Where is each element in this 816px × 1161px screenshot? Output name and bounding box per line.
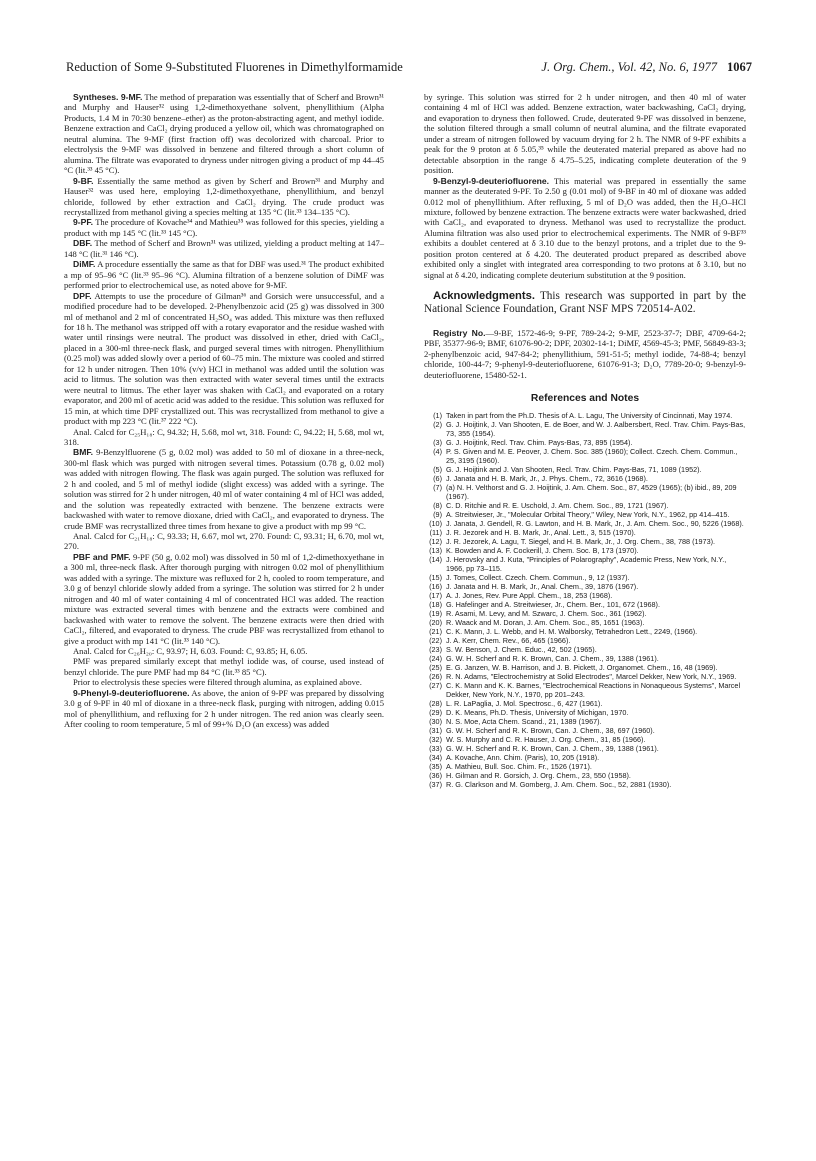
paragraph-heading: 9-Phenyl-9-deuteriofluorene.	[73, 687, 190, 698]
reference-item	[424, 573, 746, 582]
reference-text: A. J. Jones, Rev. Pure Appl. Chem., 18, 253 (1968).	[446, 591, 613, 601]
paragraph	[64, 447, 384, 531]
reference-item	[424, 672, 746, 681]
reference-item	[424, 762, 746, 771]
reference-item	[424, 438, 746, 447]
reference-item	[424, 600, 746, 609]
reference-number: (29)	[429, 708, 442, 718]
reference-text: R. N. Adams, "Electrochemistry at Solid Electrodes", Marcel Dekker, New York, N.Y., 1969.	[446, 672, 737, 682]
reference-number: (22)	[429, 636, 442, 646]
reference-item	[424, 582, 746, 591]
paragraph-heading: PBF and PMF.	[73, 551, 131, 562]
reference-number: (28)	[429, 699, 442, 709]
reference-text: A. Kovache, Ann. Chim. (Paris), 10, 205 (1918).	[446, 753, 600, 763]
paragraph	[64, 217, 384, 238]
paragraph-text: Anal. Calcd for C₂₅H₁₈: C, 94.32; H, 5.68, mol wt, 318. Found: C, 94.22; H, 5.68, mol wt, 318.	[64, 426, 384, 447]
paragraph	[64, 646, 384, 656]
journal-citation	[541, 60, 752, 75]
reference-number: (4)	[433, 447, 442, 457]
acknowledgments-heading: Acknowledgments.	[433, 290, 535, 303]
reference-number: (25)	[429, 663, 442, 673]
registry-heading: Registry No.	[433, 327, 486, 338]
reference-number: (1)	[433, 411, 442, 421]
paragraph-text: PMF was prepared similarly except that methyl iodide was, of course, used instead of benzyl chloride. The pure PMF had mp 84 °C (lit.³³ 85 °C).	[64, 656, 384, 677]
reference-text: J. Janata and H. B. Mark, Jr., J. Phys. Chem., 72, 3616 (1968).	[446, 474, 648, 484]
paragraph	[64, 291, 384, 427]
reference-text: G. W. H. Scherf and R. K. Brown, Can. J. Chem., 39, 1388 (1961).	[446, 744, 659, 754]
references-list	[424, 411, 746, 789]
registry-text: —9-BF, 1572-46-9; 9-PF, 789-24-2; 9-MF, 2523-37-7; DBF, 4709-64-2; PBF, 35377-96-9; BMF, 61076-90-2; DPF, 20302-14-1; DiMF, 4569-45-3; PMF, 56849-83-3; 2-phenylbenzoic acid, 947-84-2; phenyllithium, 591-51-5; methyl iodide, 74-88-4; benzyl chloride, 100-44-7; 9-phenyl-9-deuteriofluorene, 61076-91-3; D₂O, 7789-20-0; 9-benzyl-9-deuteriofluorene, 15480-52-1.	[424, 327, 746, 380]
paragraph	[64, 552, 384, 646]
reference-number: (23)	[429, 645, 442, 655]
right-column	[424, 92, 746, 789]
reference-number: (17)	[429, 591, 442, 601]
reference-text: W. S. Murphy and C. R. Hauser, J. Org. Chem., 31, 85 (1966).	[446, 735, 646, 745]
reference-number: (18)	[429, 600, 442, 610]
reference-item	[424, 618, 746, 627]
paragraph-text: 9-Benzylfluorene (5 g, 0.02 mol) was added to 50 ml of dioxane in a three-neck, 300-ml flask which was purged with nitrogen several times. Potassium (0.78 g, 0.02 mol) was added with nitrogen flowing. The flask was again purged. The solution was refluxed for 2 h and cooled, and 5 ml of methyl iodide (slight excess) was added with a syringe. The solution was stirred for 2 h under nitrogen, 40 ml of water containing 4 ml of HCl was added, and the solution was repeatedly extracted with benzene. The benzene extracts were backwashed with water to remove dioxane, dried with CaCl₂, and evaporated to dryness. The crude BMF was recrystallized three times from hexane to give a product with mp 99 °C.	[64, 447, 385, 531]
reference-text: C. D. Ritchie and R. E. Uschold, J. Am. Chem. Soc., 89, 1721 (1967).	[446, 501, 669, 511]
reference-item	[424, 771, 746, 780]
reference-text: G. J. Hoijtink and J. Van Shooten, Recl. Trav. Chim. Pays-Bas, 71, 1089 (1952).	[446, 465, 702, 475]
reference-item	[424, 717, 746, 726]
reference-number: (30)	[429, 717, 442, 727]
reference-number: (7)	[433, 483, 442, 493]
paragraph	[424, 176, 746, 281]
reference-text: J. Herovsky and J. Kuta, "Principles of Polarography", Academic Press, New York, N.Y., 1966, pp 73–115.	[446, 555, 727, 574]
reference-item	[424, 627, 746, 636]
reference-text: J. Tomes, Collect. Czech. Chem. Commun., 9, 12 (1937).	[446, 573, 630, 583]
paragraph-text: by syringe. This solution was stirred for 2 h under nitrogen, and then 40 ml of water containing 4 ml of HCl was added. Benzene extraction, water backwashing, CaCl₂ drying, and evaporation to dryness then followed. Crude, deuterated 9-PF was dissolved in benzene, the solution filtered through a small column of neutral alumina, and the filtrate evaporated under a stream of nitrogen followed by vacuum drying for 2 h. The NMR of 9-PF exhibits a peak for the 9 proton at δ 5.05,³⁵ while the deuterated material prepared as above had no detectable absorption in the range δ 4.75–5.25, indicating complete deuteration of the 9 position.	[424, 92, 746, 176]
reference-item	[424, 519, 746, 528]
reference-number: (16)	[429, 582, 442, 592]
reference-item	[424, 654, 746, 663]
reference-number: (10)	[429, 519, 442, 529]
paragraph-text: 9-PF (50 g, 0.02 mol) was dissolved in 50 ml of 1,2-dimethoxyethane in a 300 ml, three-neck flask. After thorough purging with nitrogen 0.02 mol of phenyllithium was added with a syringe. The mixture was refluxed for 2 h, cooled to room temperature, and 3.0 g of benzyl chloride slowly added from a syringe. The solution was stirred for 2 h under nitrogen and 40 ml of water containing 4 ml of concentrated HCl was added. The reaction mixture was extracted several times with benzene and the extracts were combined and backwashed with water to remove the solvent. The benzene extracts were then dried with CaCl₂, filtered, and evaporated to dryness. The crude PBF was recrystallized from ethanol to give a product with mp 141 °C (lit.³³ 140 °C).	[64, 551, 384, 646]
reference-item	[424, 546, 746, 555]
reference-number: (5)	[433, 465, 442, 475]
reference-item	[424, 744, 746, 753]
reference-item	[424, 591, 746, 600]
reference-text: J. Janata and H. B. Mark, Jr., Anal. Chem., 39, 1876 (1967).	[446, 582, 639, 592]
reference-item	[424, 411, 746, 420]
journal-name: J. Org. Chem., Vol. 42, No. 6, 1977	[541, 60, 717, 74]
paragraph	[424, 92, 746, 176]
reference-text: P. S. Given and M. E. Peover, J. Chem. Soc. 385 (1960); Collect. Czech. Chem. Commun., 25, 3195 (1960).	[446, 447, 738, 466]
paragraph	[64, 176, 384, 218]
reference-item	[424, 645, 746, 654]
reference-number: (27)	[429, 681, 442, 691]
reference-item	[424, 555, 746, 573]
paragraph-heading: Syntheses. 9-MF.	[73, 92, 143, 102]
paragraph	[64, 688, 384, 730]
references-heading: References and Notes	[530, 393, 640, 405]
running-header	[66, 60, 752, 80]
reference-number: (14)	[429, 555, 442, 565]
reference-text: H. Gilman and R. Gorsich, J. Org. Chem., 23, 550 (1958).	[446, 771, 631, 781]
reference-text: E. G. Janzen, W. B. Harrison, and J. B. Pickett, J. Organomet. Chem., 16, 48 (1969).	[446, 663, 718, 673]
reference-text: A. Mathieu, Bull. Soc. Chim. Fr., 1526 (1971).	[446, 762, 592, 772]
reference-number: (31)	[429, 726, 442, 736]
reference-number: (32)	[429, 735, 442, 745]
running-title: Reduction of Some 9-Substituted Fluorenes in Dimethylformamide	[66, 60, 403, 74]
paragraph-text: A procedure essentially the same as that for DBF was used.³¹ The product exhibited a mp of 95–96 °C (lit.³³ 95–96 °C). Alumina filtration of a benzene solution of DiMF was performed prior to electrochemical use, as noted above for 9-MF.	[64, 259, 384, 291]
reference-text: R. Asami, M. Levy, and M. Szwarc, J. Chem. Soc., 361 (1962).	[446, 609, 647, 619]
reference-item	[424, 465, 746, 474]
reference-number: (21)	[429, 627, 442, 637]
reference-number: (35)	[429, 762, 442, 772]
reference-number: (37)	[429, 780, 442, 790]
paragraph-text: The procedure of Kovache³⁴ and Mathieu³⁵ was followed for this species, yielding a product with mp 145 °C (lit.³³ 145 °C).	[64, 217, 384, 238]
reference-item	[424, 780, 746, 789]
acknowledgments-text: This research was supported in part by the National Science Foundation, Grant NSF MPS 720514-A02.	[424, 290, 746, 316]
reference-item	[424, 735, 746, 744]
paragraph-text: As above, the anion of 9-PF was prepared by dissolving 3.0 g of 9-PF in 40 ml of dioxane in a three-neck flask, purging with nitrogen, adding 0.015 mol of phenyllithium, and refluxing for 2 h under nitrogen. The red anion was clearly seen. After cooling to room temperature, 5 ml of 99+% D₂O (an excess) was added	[64, 687, 385, 730]
reference-item	[424, 420, 746, 438]
reference-number: (2)	[433, 420, 442, 430]
page-number: 1067	[727, 60, 752, 74]
reference-number: (15)	[429, 573, 442, 583]
paragraph-text: Prior to electrolysis these species were filtered through alumina, as explained above.	[73, 677, 362, 688]
registry-numbers	[424, 328, 746, 380]
reference-text: D. K. Means, Ph.D. Thesis, University of Michigan, 1970.	[446, 708, 629, 718]
reference-text: G. W. H. Scherf and R. K. Brown, Can. J. Chem., 39, 1388 (1961).	[446, 654, 659, 664]
reference-text: R. Waack and M. Doran, J. Am. Chem. Soc., 85, 1651 (1963).	[446, 618, 645, 628]
paragraph	[64, 92, 384, 176]
paragraph-heading: DPF.	[73, 290, 92, 301]
reference-number: (11)	[429, 528, 442, 538]
paragraph-heading: DiMF.	[73, 259, 96, 270]
reference-text: K. Bowden and A. F. Cockerill, J. Chem. Soc. B, 173 (1970).	[446, 546, 639, 556]
reference-number: (3)	[433, 438, 442, 448]
reference-text: S. W. Benson, J. Chem. Educ., 42, 502 (1965).	[446, 645, 597, 655]
reference-item	[424, 708, 746, 717]
paragraph-heading: 9-PF.	[73, 217, 94, 228]
paragraph-text: The method of preparation was essentially that of Scherf and Brown³¹ and Murphy and Hauser³² using 1,2-dimethoxyethane solvent, phenyllithium (Alpha Products, 1.4 M in 70:30 benzene–ether) as the proton-abstracting agent, and methyl iodide. Benzene extraction and CaCl₂ drying produced a yellow oil, which was chromatographed on neutral alumina. The 9-MF (first fraction off) was decolorized with charcoal. Prior to electrolysis the 9-MF was dissolved in benzene and filtered through a short column of alumina. The filtrate was evaporated to dryness under nitrogen giving a product of mp 44–45 °C (lit.³³ 45 °C).	[64, 92, 385, 176]
right-paragraphs	[424, 92, 746, 280]
paragraph-text: The method of Scherf and Brown³¹ was utilized, yielding a product melting at 147–148 °C (lit.³¹ 146 °C).	[64, 238, 384, 259]
reference-text: (a) N. H. Velthorst and G. J. Hoijtink, J. Am. Chem. Soc., 87, 4529 (1965); (b) ibid., 89, 209 (1967).	[446, 483, 737, 502]
reference-number: (9)	[433, 510, 442, 520]
reference-text: Taken in part from the Ph.D. Thesis of A. L. Lagu, The University of Cincinnati, May 1974.	[446, 411, 733, 421]
reference-number: (6)	[433, 474, 442, 484]
reference-item	[424, 753, 746, 762]
reference-number: (24)	[429, 654, 442, 664]
reference-text: J. R. Jezorek and H. B. Mark, Jr., Anal. Lett., 3, 515 (1970).	[446, 528, 636, 538]
paragraph-heading: 9-Benzyl-9-deuteriofluorene.	[433, 175, 550, 186]
reference-number: (13)	[429, 546, 442, 556]
paragraph-text: Essentially the same method as given by Scherf and Brown³¹ and Murphy and Hauser³² was used here, employing 1,2-dimethoxyethane, phenyllithium, and benzyl chloride, followed by ether extraction and CaCl₂ drying. The crude product was recrystallized from methanol giving a species melting at 135 °C (lit.³³ 134–135 °C).	[64, 175, 385, 217]
paragraph-heading: DBF.	[73, 238, 93, 249]
paragraph-text: This material was prepared in essentially the same manner as the deuterated 9-PF. To 2.50 g (0.01 mol) of 9-BF in 40 ml of dioxane was added 0.012 mol of phenyllithium. After refluxing, 5 ml of D₂O was added, then the H₂O–HCl mixture, followed by benzene extraction. The benzene extracts were water backwashed, dried with CaCl₂, and evaporated to dryness. Methanol was used to recrystallize the product. Alumina filtration was also used prior to electrochemical experiments. The NMR of 9-BF³³ exhibits a doublet centered at δ 3.10 due to the benzyl protons, and a triplet due to the 9-position proton centered at δ 4.20. The deuterated product prepared as described above exhibited only a singlet with integrated area corresponding to two protons at δ 3.10, but no signal at δ 4.20, indicating complete deuterium substitution at the 9 position.	[424, 175, 746, 280]
reference-text: J. A. Kerr, Chem. Rev., 66, 465 (1966).	[446, 636, 571, 646]
reference-item	[424, 510, 746, 519]
acknowledgments	[424, 290, 746, 317]
paragraph	[64, 427, 384, 448]
reference-item	[424, 528, 746, 537]
reference-item	[424, 474, 746, 483]
reference-text: J. Janata, J. Gendell, R. G. Lawton, and H. B. Mark, Jr., J. Am. Chem. Soc., 90, 5226 (1968).	[446, 519, 744, 529]
reference-text: G. J. Hoijtink, J. Van Shooten, E. de Boer, and W. J. Aalbersbert, Recl. Trav. Chim. Pays-Bas, 73, 355 (1954).	[446, 420, 746, 439]
reference-text: G. J. Hoijtink, Recl. Trav. Chim. Pays-Bas, 73, 895 (1954).	[446, 438, 633, 448]
reference-text: L. R. LaPaglia, J. Mol. Spectrosc., 6, 427 (1961).	[446, 699, 603, 709]
paragraph	[64, 259, 384, 290]
reference-item	[424, 681, 746, 699]
paragraph	[64, 531, 384, 552]
reference-number: (19)	[429, 609, 442, 619]
reference-item	[424, 447, 746, 465]
paragraph-text: Attempts to use the procedure of Gilman³⁶ and Gorsich were unsuccessful, and a modified procedure had to be developed. 2-Phenylbenzoic acid (25 g) was dissolved in 300 ml of methanol and 2 ml of concentrated H₂SO₄ was added. This mixture was then refluxed for 18 h. The methanol was stripped off with a rotary evaporator and the residue washed with water until rinsings were neutral. The product was dissolved in ether, dried with CaCl₂, placed in a 300-ml three-neck flask, and purged several times with nitrogen. Phenyllithium (0.25 mol) was added slowly over a period of 60–75 min. The mixture was cooled and stirred for 12 h under nitrogen. Then 10% (v/v) HCl in methanol was added until the solution was acid to litmus. The solution was then extracted with water several times until the extracts were neutral to litmus. The ether layer was shaken with CaCl₂ and evaporated on a rotary evaporator, and 200 ml of acetic acid was added to the residue. This solution was refluxed for 15 min, at which time DPF crystallized out. This was recrystallized from methanol to give a product with mp 223 °C (lit.³⁷ 222 °C).	[64, 290, 384, 427]
reference-number: (20)	[429, 618, 442, 628]
reference-item	[424, 609, 746, 618]
reference-text: C. K. Mann, J. L. Webb, and H. M. Walborsky, Tetrahedron Lett., 2249, (1966).	[446, 627, 698, 637]
reference-number: (33)	[429, 744, 442, 754]
reference-text: G. W. H. Scherf and R. K. Brown, Can. J. Chem., 38, 697 (1960).	[446, 726, 655, 736]
reference-item	[424, 483, 746, 501]
paragraph-heading: 9-BF.	[73, 175, 94, 186]
reference-item	[424, 537, 746, 546]
left-column	[64, 92, 384, 730]
paragraph-text: Anal. Calcd for C₂₆H₂₀: C, 93.97; H, 6.03. Found: C, 93.85; H, 6.05.	[73, 646, 308, 657]
reference-item	[424, 699, 746, 708]
reference-text: N. S. Moe, Acta Chem. Scand., 21, 1389 (1967).	[446, 717, 602, 727]
reference-text: C. K. Mann and K. K. Barnes, "Electrochemical Reactions in Nonaqueous Systems", Marcel Dekker, New York, N.Y., 1970, pp 201–243.	[446, 681, 741, 700]
reference-number: (8)	[433, 501, 442, 511]
reference-text: R. G. Clarkson and M. Gomberg, J. Am. Chem. Soc., 52, 2881 (1930).	[446, 780, 672, 790]
reference-text: G. Hafelinger and A. Streitwieser, Jr., Chem. Ber., 101, 672 (1968).	[446, 600, 660, 610]
reference-item	[424, 636, 746, 645]
paragraph	[64, 677, 384, 687]
reference-text: J. R. Jezorek, A. Lagu, T. Siegel, and H. B. Mark, Jr., J. Org. Chem., 38, 788 (1973).	[446, 537, 716, 547]
paragraph-heading: BMF.	[73, 447, 94, 458]
paragraph-text: Anal. Calcd for C₂₁H₁₈: C, 93.33; H, 6.67, mol wt, 270. Found: C, 93.31; H, 6.70, mol wt, 270.	[64, 531, 384, 552]
reference-text: A. Streitwieser, Jr., "Molecular Orbital Theory," Wiley, New York, N.Y., 1962, pp 414–415.	[446, 510, 730, 520]
paragraph	[64, 238, 384, 259]
reference-number: (26)	[429, 672, 442, 682]
reference-item	[424, 501, 746, 510]
paragraph	[64, 656, 384, 677]
reference-number: (36)	[429, 771, 442, 781]
reference-number: (12)	[429, 537, 442, 547]
reference-item	[424, 726, 746, 735]
reference-number: (34)	[429, 753, 442, 763]
reference-item	[424, 663, 746, 672]
